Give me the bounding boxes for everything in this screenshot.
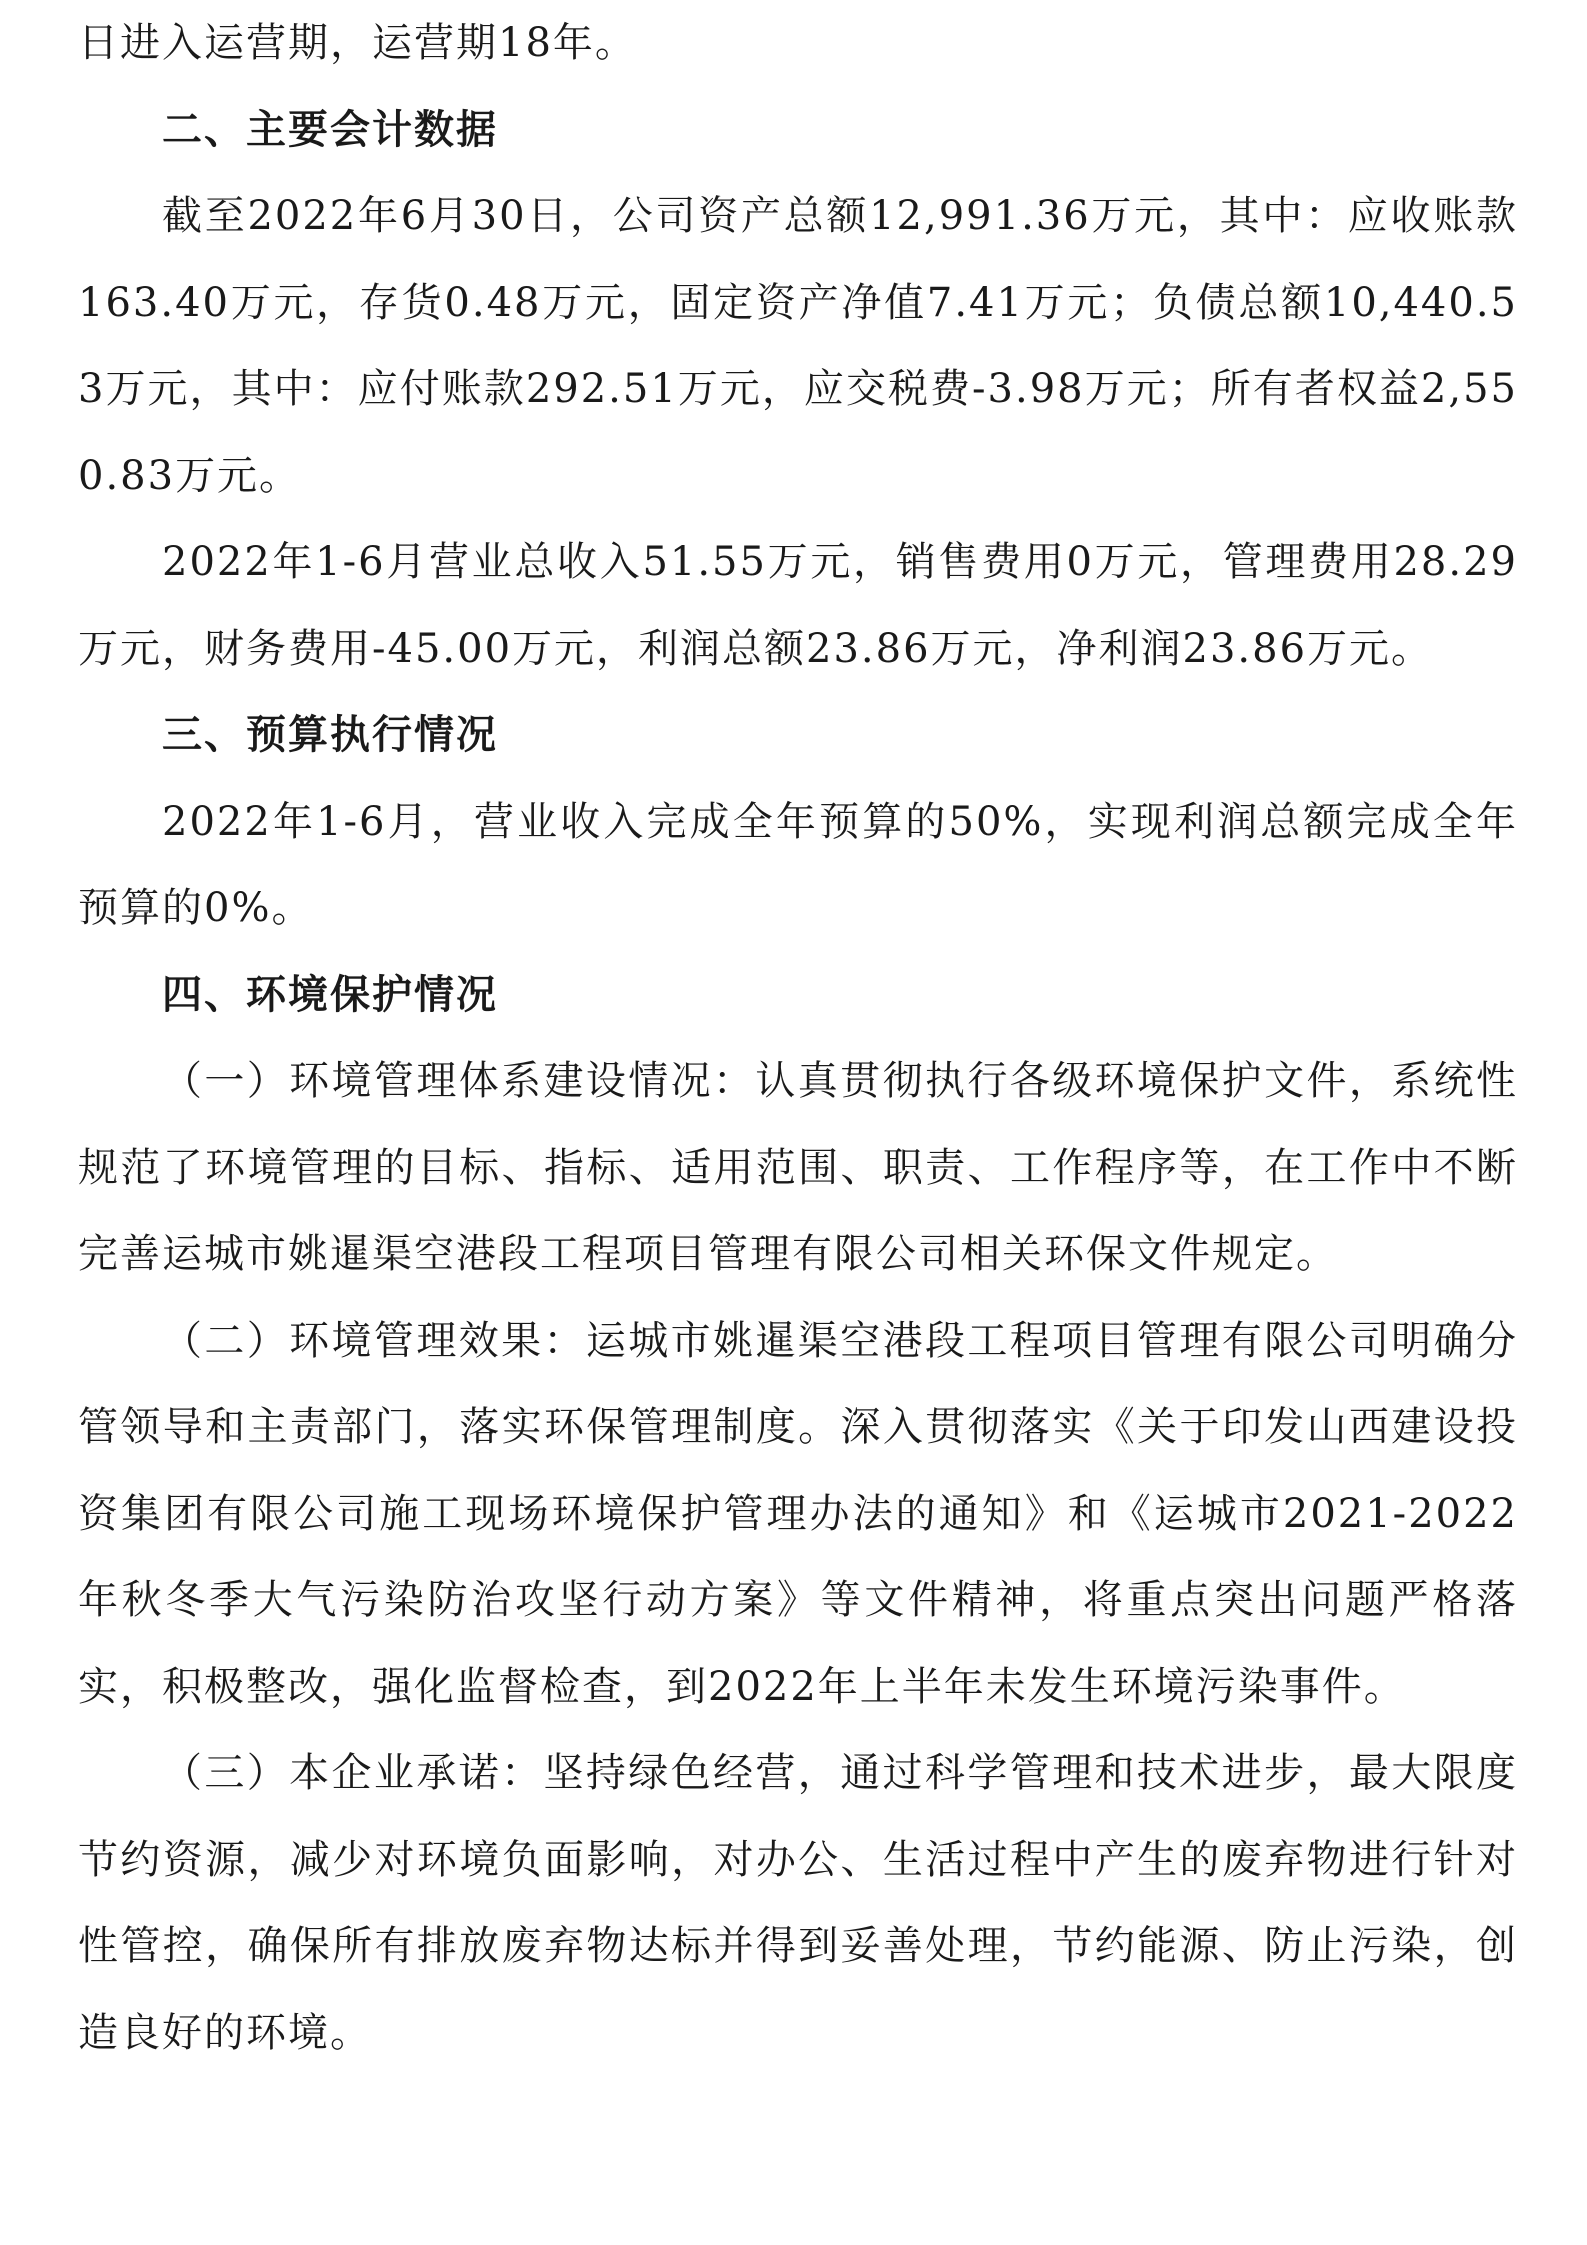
accounting-balance-paragraph: 截至2022年6月30日，公司资产总额12,991.36万元，其中：应收账款163.40万元，存货0.48万元，固定资产净值7.41万元；负债总额10,440.53万元，其中：应付账款292.51万元，应交税费-3.98万元；所有者权益2,550.83万元。	[78, 193, 1518, 499]
section-heading-environmental-protection: 四、环境保护情况	[162, 971, 498, 1018]
enterprise-commitment-paragraph: （三）本企业承诺：坚持绿色经营，通过科学管理和技术进步，最大限度节约资源，减少对环境负面影响，对办公、生活过程中产生的废弃物进行针对性管控，确保所有排放废弃物达标并得到妥善处理，节约能源、防止污染，创造良好的环境。	[78, 1750, 1518, 2056]
document-page	[78, 0, 1518, 2076]
accounting-income-paragraph: 2022年1-6月营业总收入51.55万元，销售费用0万元，管理费用28.29万元，财务费用-45.00万元，利润总额23.86万元，净利润23.86万元。	[78, 539, 1518, 672]
env-management-effect-paragraph: （二）环境管理效果：运城市姚暹渠空港段工程项目管理有限公司明确分管领导和主责部门，落实环保管理制度。深入贯彻落实《关于印发山西建设投资集团有限公司施工现场环境保护管理办法的通知》和《运城市2021-2022年秋冬季大气污染防治攻坚行动方案》等文件精神，将重点突出问题严格落实，积极整改，强化监督检查，到2022年上半年未发生环境污染事件。	[78, 1317, 1518, 1710]
env-management-system-paragraph: （一）环境管理体系建设情况：认真贯彻执行各级环境保护文件，系统性规范了环境管理的目标、指标、适用范围、职责、工作程序等，在工作中不断完善运城市姚暹渠空港段工程项目管理有限公司相关环保文件规定。	[78, 1058, 1518, 1277]
section-heading-accounting-data: 二、主要会计数据	[162, 106, 498, 153]
continuation-paragraph: 日进入运营期，运营期18年。	[78, 20, 637, 66]
section-heading-budget-execution: 三、预算执行情况	[162, 712, 498, 758]
budget-paragraph: 2022年1-6月，营业收入完成全年预算的50%，实现利润总额完成全年预算的0%。	[78, 798, 1518, 931]
